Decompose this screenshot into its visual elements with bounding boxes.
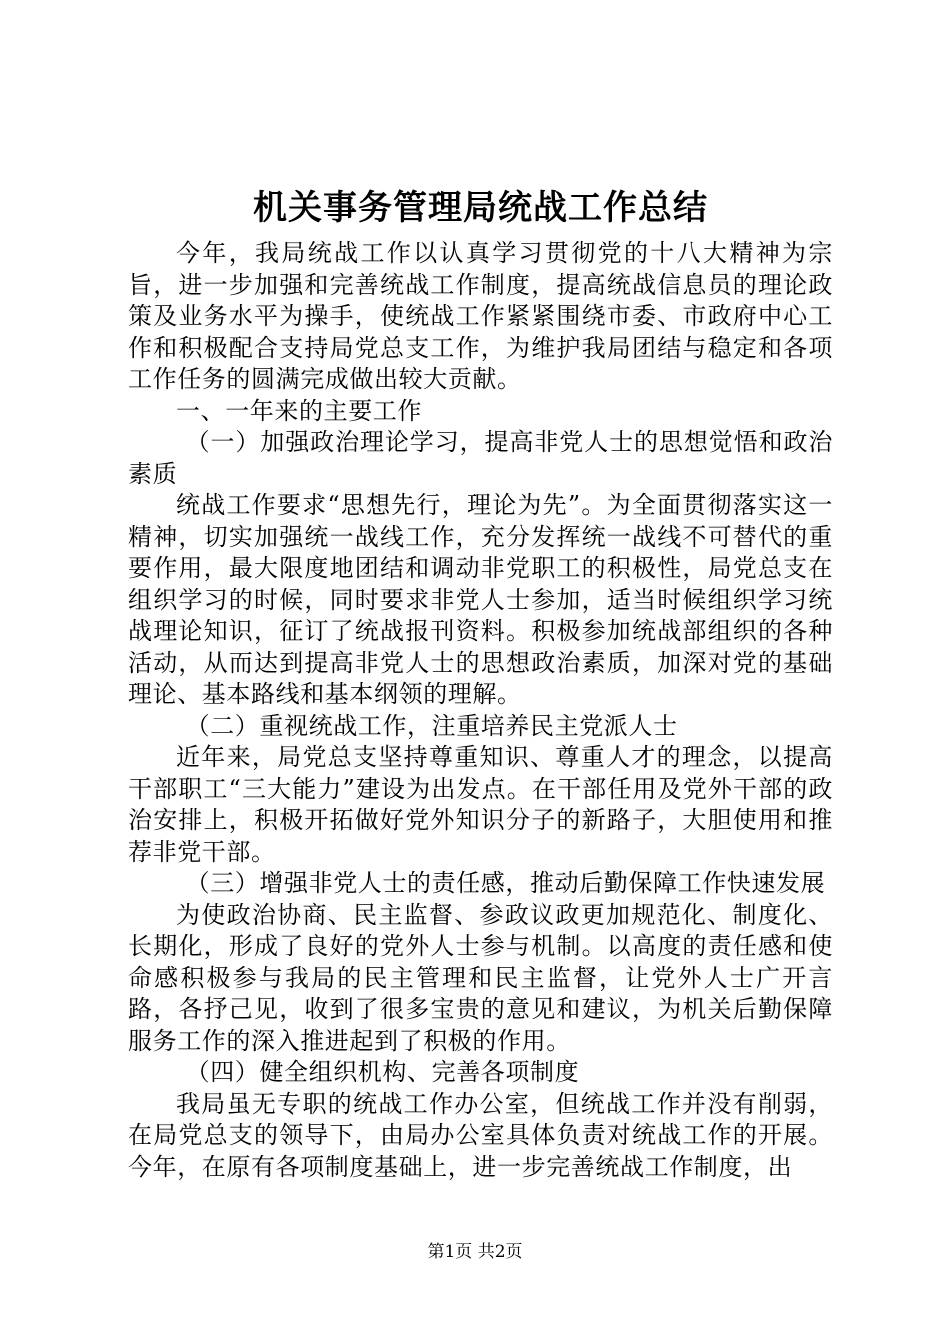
subheading-responsibility: （三）增强非党人士的责任感，推动后勤保障工作快速发展 (185, 869, 826, 897)
paragraph-democratic-parties: 近年来，局党总支坚持尊重知识、尊重人才的理念，以提高干部职工“三大能力”建设为出发点。在干部任用及党外干部的政治安排上，积极开拓做好党外知识分子的新路子，大胆使用和推荐非党干部。 (128, 743, 833, 866)
subheading-organization: （四）健全组织机构、完善各项制度 (185, 1058, 580, 1086)
subheading-political-study: （一）加强政治理论学习，提高非党人士的思想觉悟和政治素质 (128, 428, 833, 488)
section-heading-main-work: 一、一年来的主要工作 (176, 396, 422, 425)
paragraph-intro: 今年，我局统战工作以认真学习贯彻党的十八大精神为宗旨，进一步加强和完善统战工作制度，提高统战信息员的理论政策及业务水平为操手，使统战工作紧紧围绕市委、市政府中心工作和积极配合支持局党总支工作，为维护我局团结与稳定和各项工作任务的圆满完成做出较大贡献。 (128, 239, 833, 393)
document-title: 机关事务管理局统战工作总结 (253, 188, 708, 228)
paragraph-organization: 我局虽无专职的统战工作办公室，但统战工作并没有削弱，在局党总支的领导下，由局办公室具体负责对统战工作的开展。今年，在原有各项制度基础上，进一步完善统战工作制度，出 (128, 1089, 833, 1181)
subheading-democratic-parties: （二）重视统战工作，注重培养民主党派人士 (185, 711, 678, 740)
paragraph-political-study: 统战工作要求“思想先行，理论为先”。为全面贯彻落实这一精神，切实加强统一战线工作，充分发挥统一战线不可替代的重要作用，最大限度地团结和调动非党职工的积极性，局党总支在组织学习的时候，同时要求非党人士参加，适当时候组织学习统战理论知识，征订了统战报刊资料。积极参加统战部组织的各种活动，从而达到提高非党人士的思想政治素质，加深对党的基础理论、基本路线和基本纲领的理解。 (128, 491, 833, 708)
page-footer: 第1页 共2页 (427, 1242, 523, 1262)
paragraph-responsibility: 为使政治协商、民主监督、参政议政更加规范化、制度化、长期化，形成了良好的党外人士参与机制。以高度的责任感和使命感积极参与我局的民主管理和民主监督，让党外人士广开言路，各抒己见，收到了很多宝贵的意见和建议，为机关后勤保障服务工作的深入推进起到了积极的作用。 (128, 900, 833, 1055)
document-body (128, 238, 833, 1183)
